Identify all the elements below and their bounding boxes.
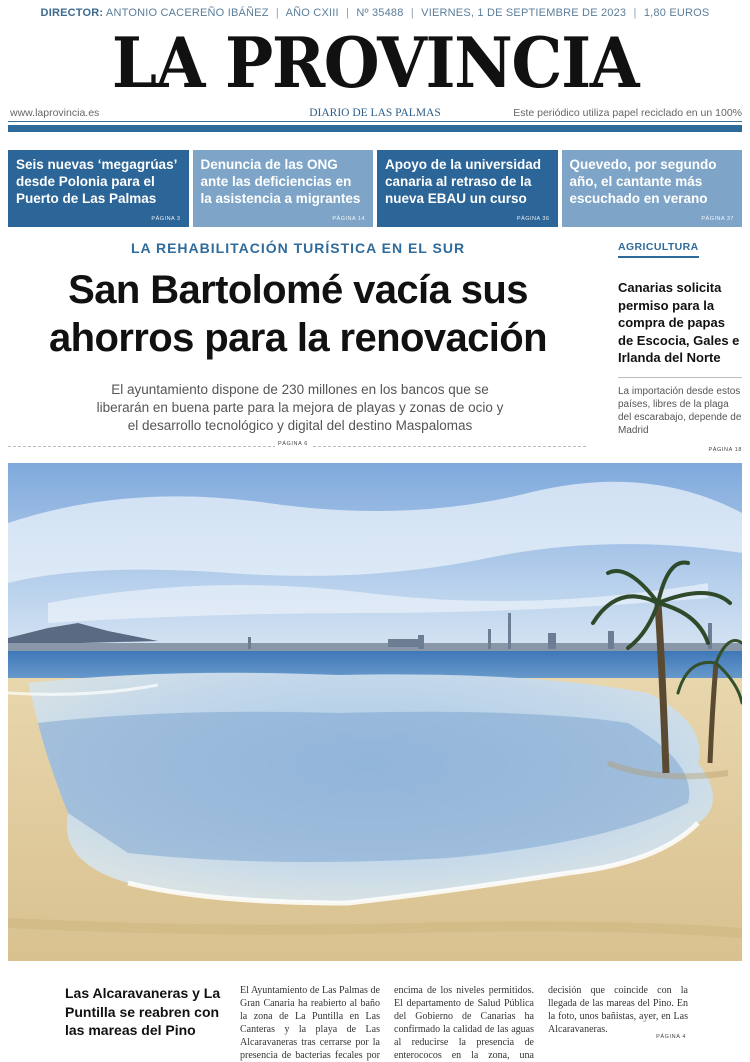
teaser-ebau[interactable]	[377, 150, 558, 227]
sidebar-divider	[618, 377, 742, 378]
caption-headline[interactable]: Las Alcaravaneras y La Puntilla se reabren con las mareas del Pino	[65, 985, 221, 1038]
caption-body: El Ayuntamiento de Las Palmas de Gran Canaria ha reabierto al baño la zona de La Puntilla en Las Canteras y la playa de Las Alcaravaneras tras cerrarse por la presencia de bacterias fecales por encima de los niveles permitidos. El departamento de Salud Pública del Gobierno de Canarias ha confirmado la calidad de las aguas al reducirse la presencia de enterococos en la zona, una decisión que coincide con la llegada de las mareas del Pino. En la foto, unos bañistas, ayer, en Las Alcaravaneras.	[240, 985, 688, 1061]
edition-info-bar: DIRECTOR: ANTONIO CACEREÑO IBÁÑEZ | AÑO CXIII | Nº 35488 | VIERNES, 1 DE SEPTIEMBRE DE 2023 | 1,80 EUROS	[40, 7, 710, 19]
teaser-strip	[8, 150, 742, 227]
sidebar-summary: La importación desde estos países, libres de la plaga del escarabajo, depende de Madrid	[618, 385, 742, 436]
main-kicker: LA REHABILITACIÓN TURÍSTICA EN EL SUR	[130, 240, 466, 256]
main-page-ref: PÁGINA 6	[275, 441, 311, 447]
teaser-page: PÁGINA 36	[516, 216, 550, 222]
teaser-title: Apoyo de la universidad canaria al retraso de la nueva EBAU un curso	[385, 157, 542, 206]
edition-year: AÑO CXIII	[285, 7, 339, 19]
newspaper-subtitle: DIARIO DE LAS PALMAS	[309, 107, 441, 119]
teaser-ong[interactable]	[193, 150, 374, 227]
teaser-quevedo[interactable]	[562, 150, 743, 227]
teaser-title: Denuncia de las ONG ante las deficiencias en la asistencia a migrantes	[200, 157, 361, 206]
main-deck: El ayuntamiento dispone de 230 millones en los bancos que se liberarán en buena parte para la mejora de playas y zonas de ocio y el desarrollo tecnológico y digital del destino Maspalomas	[96, 382, 504, 433]
teaser-title: Seis nuevas ‘megagrúas’ desde Polonia para el Puerto de Las Palmas	[16, 157, 177, 206]
sidebar-section-label: AGRICULTURA	[618, 241, 699, 258]
sidebar-story	[618, 237, 742, 453]
director-name: ANTONIO CACEREÑO IBÁÑEZ	[105, 7, 269, 19]
teaser-title: Quevedo, por segundo año, el cantante más escuchado en verano	[569, 157, 717, 206]
main-headline[interactable]: San Bartolomé vacía sus ahorros para la renovación	[49, 268, 547, 360]
sidebar-headline[interactable]: Canarias solicita permiso para la compra de papas de Escocia, Gales e Irlanda del Norte	[618, 280, 740, 365]
teaser-cranes[interactable]	[8, 150, 189, 227]
sidebar-page-ref: PÁGINA 18	[708, 446, 742, 453]
teaser-page: PÁGINA 37	[701, 216, 734, 222]
director-label: DIRECTOR:	[40, 7, 104, 19]
caption-page-ref: PÁGINA 4	[656, 1034, 686, 1040]
edition-price: 1,80 EUROS	[643, 7, 710, 19]
masthead-band	[8, 125, 742, 132]
newspaper-title: LA PROVINCIA	[111, 23, 639, 104]
beach-photo	[8, 463, 742, 961]
website-link[interactable]: www.laprovincia.es	[10, 107, 100, 119]
teaser-page: PÁGINA 14	[332, 216, 365, 222]
teaser-page: PÁGINA 3	[151, 216, 181, 222]
edition-number: Nº 35488	[356, 7, 404, 19]
recycled-paper-note: Este periódico utiliza papel reciclado en un 100%	[513, 107, 742, 119]
photo-caption-box	[55, 962, 692, 1061]
masthead-rule	[8, 121, 742, 122]
beach-scene-illustration	[8, 463, 742, 961]
edition-date: VIERNES, 1 DE SEPTIEMBRE DE 2023	[421, 7, 627, 19]
